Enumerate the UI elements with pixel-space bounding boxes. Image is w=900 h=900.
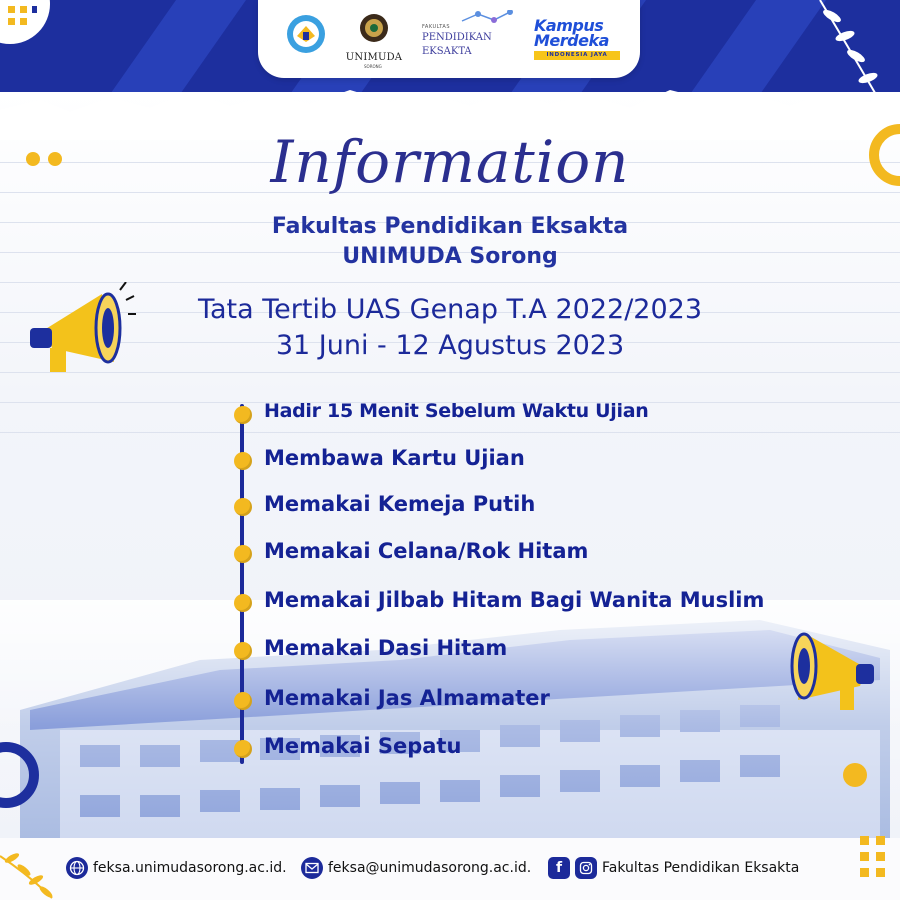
kampus-merdeka-logo (530, 16, 626, 64)
rule-item (232, 732, 852, 772)
bullet-dot (234, 642, 252, 660)
rule-item (232, 398, 852, 438)
fpe-logo (422, 16, 522, 68)
rule-text: Memakai Dasi Hitam (264, 636, 508, 660)
unimuda-logo-label: UNIMUDA (345, 52, 403, 63)
unimuda-logo-sub: SORONG (364, 64, 382, 69)
bullet-dot (234, 740, 252, 758)
rule-item (232, 586, 852, 626)
university-name: UNIMUDA Sorong (342, 244, 558, 269)
bullet-dot (234, 594, 252, 612)
fpe-logo-line3: EKSAKTA (422, 46, 472, 57)
email-link[interactable]: feksa@unimudasorong.ac.id. (328, 860, 532, 876)
unimuda-logo (344, 12, 404, 70)
globe-icon (66, 857, 88, 879)
rule-text: Membawa Kartu Ujian (264, 446, 525, 470)
rule-text: Memakai Celana/Rok Hitam (264, 539, 589, 563)
molecule-icon (422, 10, 518, 24)
unimuda-emblem-icon (359, 12, 389, 48)
rule-item (232, 490, 852, 530)
corner-dots-decoration (0, 0, 50, 50)
rule-item (232, 634, 852, 674)
rule-text: Memakai Kemeja Putih (264, 492, 536, 516)
fpe-logo-line2: PENDIDIKAN (422, 32, 492, 43)
kampus-merdeka-tag: INDONESIA JAYA (534, 51, 620, 60)
bullet-dot (234, 692, 252, 710)
leaf-decoration-top-right (790, 0, 900, 120)
exam-heading (0, 292, 900, 364)
exam-date-range: 31 Juni - 12 Agustus 2023 (275, 330, 625, 361)
rule-item (232, 444, 852, 484)
faculty-heading (0, 212, 900, 272)
rule-text: Memakai Sepatu (264, 734, 462, 758)
bullet-dot (234, 452, 252, 470)
rule-item (232, 537, 852, 577)
kampus-merdeka-line2: Merdeka (534, 31, 609, 50)
bullet-dot (234, 406, 252, 424)
leaf-decoration-bottom-left (0, 846, 60, 900)
social-account-name[interactable]: Fakultas Pendidikan Eksakta (602, 860, 800, 876)
envelope-icon (301, 857, 323, 879)
rule-text: Memakai Jas Almamater (264, 686, 550, 710)
website-link[interactable]: feksa.unimudasorong.ac.id. (93, 860, 287, 876)
fpe-logo-line1: FAKULTAS (422, 24, 450, 30)
bullet-dot (234, 545, 252, 563)
faculty-name: Fakultas Pendidikan Eksakta (271, 214, 629, 239)
information-title: Information (270, 128, 630, 196)
rule-item (232, 684, 852, 724)
facebook-icon[interactable]: f (548, 857, 570, 879)
footer-website[interactable] (66, 857, 287, 879)
footer-social[interactable] (548, 857, 799, 879)
blue-ring-decoration (0, 735, 50, 815)
footer-email[interactable] (301, 857, 531, 879)
partner-logos-panel (258, 0, 640, 78)
bullet-dot (234, 498, 252, 516)
kemdikbud-logo (286, 14, 326, 54)
exam-title-line: Tata Tertib UAS Genap T.A 2022/2023 (197, 294, 703, 325)
rule-text: Memakai Jilbab Hitam Bagi Wanita Muslim (264, 588, 765, 612)
kampus-merdeka-line1: Kampus (534, 16, 604, 35)
rule-text: Hadir 15 Menit Sebelum Waktu Ujian (264, 400, 649, 422)
yellow-squares-decoration (856, 832, 892, 888)
instagram-icon[interactable] (575, 857, 597, 879)
